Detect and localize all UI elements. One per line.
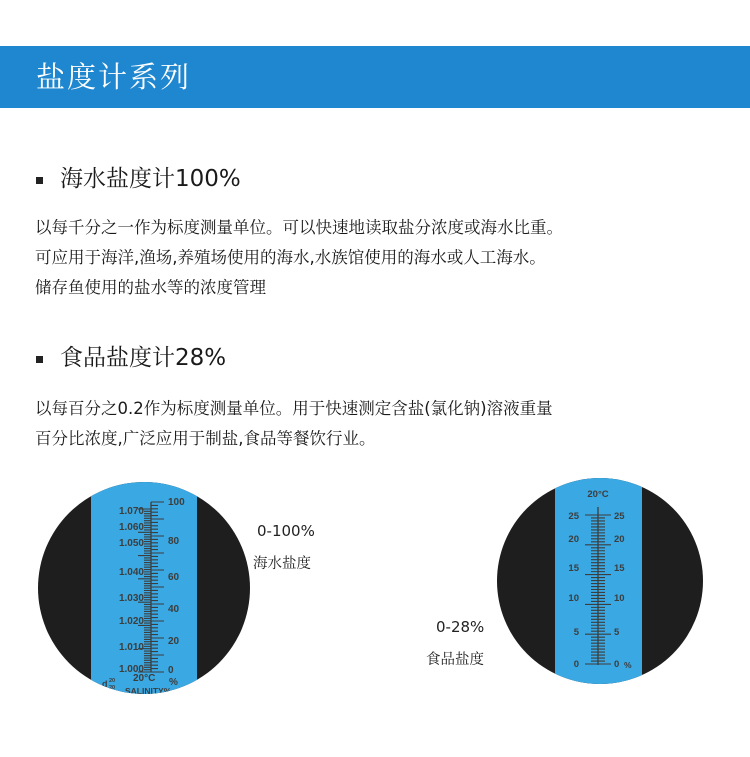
sg-tick-label: 1.050 xyxy=(118,538,144,549)
sg-tick-label: 1.060 xyxy=(118,522,144,533)
food-tick-label-left: 15 xyxy=(568,563,579,574)
percent-label: % xyxy=(624,660,632,670)
food-scale-graphic xyxy=(497,478,703,684)
sg-tick-label: 1.030 xyxy=(118,593,144,604)
relative-density-symbol: d xyxy=(102,679,108,689)
description-line: 百分比浓度,广泛应用于制盐,食品等餐饮行业。 xyxy=(35,429,376,448)
density-superscript: 20 xyxy=(109,678,116,684)
section-seawater-heading xyxy=(36,162,241,196)
seawater-scale-caption: 海水盐度 xyxy=(253,556,311,572)
section-seawater-description xyxy=(35,213,725,303)
salinity-tick-label: 20 xyxy=(168,636,180,647)
food-tick-label-right: 10 xyxy=(614,593,625,604)
food-tick-label-left: 25 xyxy=(568,511,579,522)
food-tick-label-right: 20 xyxy=(614,534,625,545)
description-line: 可应用于海洋,渔场,养殖场使用的海水,水族馆使用的海水或人工海水。 xyxy=(35,248,546,267)
description-line: 以每百分之0.2作为标度测量单位。用于快速测定含盐(氯化钠)溶液重量 xyxy=(35,399,553,418)
food-tick-label-left: 5 xyxy=(573,627,579,638)
food-tick-label-right: 0 xyxy=(614,659,620,670)
bullet-icon xyxy=(36,356,43,363)
salinity-caption: SALINITY% xyxy=(125,686,172,694)
section-food-heading xyxy=(36,341,226,375)
food-tick-label-right: 25 xyxy=(614,511,625,522)
food-tick-label-left: 0 xyxy=(573,659,579,670)
header-banner xyxy=(0,46,750,108)
density-subscript: 20 xyxy=(109,685,116,691)
temperature-label: 20°C xyxy=(587,489,609,500)
seawater-refractometer-view xyxy=(38,482,250,694)
sg-tick-label: 1.070 xyxy=(118,506,144,517)
salinity-tick-label: 100 xyxy=(168,497,185,508)
description-line: 以每千分之一作为标度测量单位。可以快速地读取盐分浓度或海水比重。 xyxy=(35,218,563,237)
seawater-scale-graphic xyxy=(38,482,250,694)
salinity-tick-label: 0 xyxy=(168,665,174,676)
bullet-icon xyxy=(36,177,43,184)
section-food-title: 食品盐度计28% xyxy=(60,345,227,371)
salinity-tick-label: 40 xyxy=(168,604,180,615)
seawater-range-label: 0-100% xyxy=(257,522,315,540)
food-tick-label-left: 20 xyxy=(568,534,579,545)
temperature-label: 20°C xyxy=(133,673,156,684)
food-tick-label-right: 15 xyxy=(614,563,625,574)
description-line: 储存鱼使用的盐水等的浓度管理 xyxy=(35,278,266,297)
sg-tick-label: 1.020 xyxy=(118,616,144,627)
food-scale-caption: 食品盐度 xyxy=(426,652,484,668)
sg-tick-label: 1.000 xyxy=(118,664,144,675)
food-tick-label-right: 5 xyxy=(614,627,620,638)
sg-tick-label: 1.010 xyxy=(118,642,144,653)
food-tick-label-left: 10 xyxy=(568,593,579,604)
food-range-label: 0-28% xyxy=(436,618,485,636)
salinity-tick-label: 80 xyxy=(168,536,180,547)
salinity-tick-label: 60 xyxy=(168,572,180,583)
sg-tick-label: 1.040 xyxy=(118,567,144,578)
section-food-description xyxy=(35,394,725,454)
page-title: 盐度计系列 xyxy=(36,60,192,94)
percent-label: % xyxy=(169,677,178,688)
section-seawater-title: 海水盐度计100% xyxy=(60,166,241,192)
food-refractometer-view xyxy=(497,478,703,684)
